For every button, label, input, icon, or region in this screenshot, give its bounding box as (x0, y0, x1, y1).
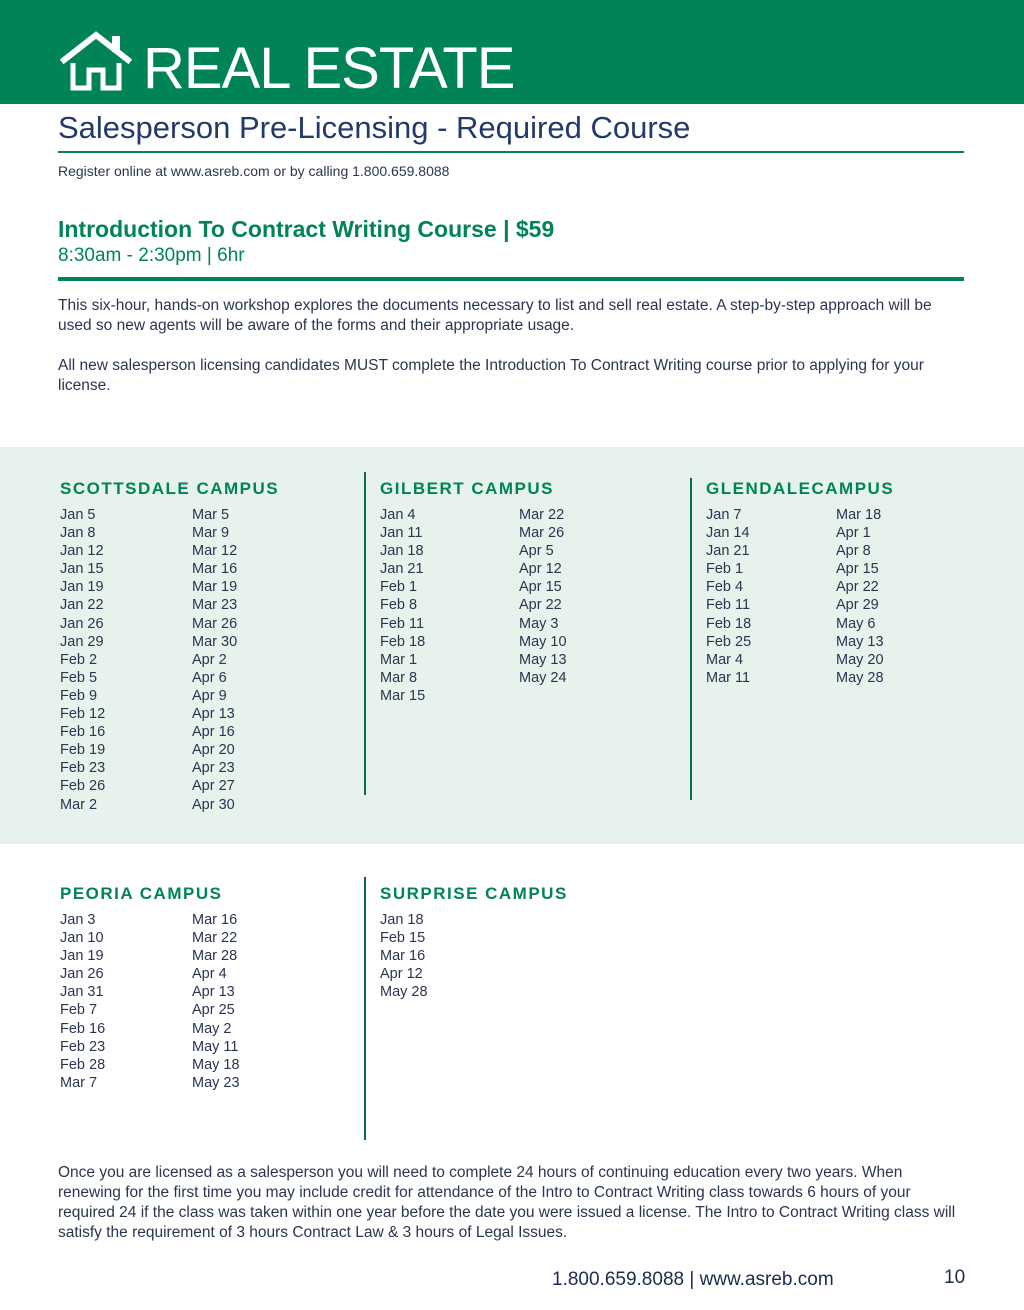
column-divider (690, 478, 692, 800)
class-date: Jan 19 (60, 579, 104, 596)
class-date: May 3 (519, 615, 559, 632)
class-date: Feb 1 (706, 561, 744, 578)
class-date: Jan 5 (60, 507, 96, 523)
class-date: Apr 15 (836, 561, 879, 578)
class-date: Apr 20 (192, 742, 235, 759)
class-date: Feb 18 (706, 615, 752, 632)
class-date: Apr 23 (192, 760, 235, 777)
class-date: Feb 12 (60, 706, 106, 723)
class-date: Feb 5 (60, 669, 98, 686)
class-date: Apr 22 (519, 597, 562, 614)
class-date: Feb 23 (60, 760, 106, 777)
class-date: Jan 3 (60, 912, 96, 928)
course-title: Introduction To Contract Writing Course | $59 (58, 216, 555, 242)
class-date: May 13 (836, 633, 884, 650)
class-date: Apr 1 (836, 525, 871, 542)
class-date: Apr 13 (192, 706, 235, 723)
subtitle-divider (58, 151, 964, 153)
scottsdale-dates-col1 (60, 506, 105, 814)
class-date: Apr 29 (836, 597, 879, 614)
class-date: Jan 29 (60, 633, 104, 650)
class-date: Apr 15 (519, 579, 562, 596)
class-date: Mar 11 (706, 669, 751, 686)
class-date: Feb 2 (60, 651, 98, 668)
register-info: Register online at www.asreb.com or by calling 1.800.659.8088 (58, 163, 450, 179)
class-date: Feb 18 (380, 633, 426, 650)
surprise-dates-col1 (380, 911, 428, 1001)
class-date: Feb 19 (60, 742, 106, 759)
class-date: Mar 23 (192, 597, 238, 614)
class-date: Mar 19 (192, 579, 238, 596)
campus-title-gilbert: GILBERT CAMPUS (380, 479, 554, 498)
class-date: May 24 (519, 669, 567, 686)
class-date: Mar 18 (836, 507, 882, 523)
column-divider (364, 877, 366, 1140)
class-date: Jan 8 (60, 525, 96, 542)
class-date: Feb 8 (380, 597, 418, 614)
class-date: Mar 12 (192, 543, 238, 560)
peoria-dates-col2 (192, 911, 240, 1092)
class-date: Feb 15 (380, 930, 426, 947)
gilbert-dates-col1 (380, 506, 425, 705)
course-description: This six-hour, hands-on workshop explores the documents necessary to list and sell real estate. A step-by-step approach will be used so new agents will be aware of the forms and their appropriate usage. (58, 297, 932, 334)
section-subtitle: Salesperson Pre-Licensing - Required Course (58, 110, 691, 145)
campus-title-scottsdale: SCOTTSDALE CAMPUS (60, 479, 280, 498)
class-date: Jan 10 (60, 930, 104, 947)
column-divider (364, 472, 366, 795)
scottsdale-dates-col2 (192, 506, 237, 814)
class-date: Apr 30 (192, 796, 235, 813)
class-date: Mar 26 (192, 615, 238, 632)
class-date: May 20 (836, 651, 884, 668)
class-date: Mar 9 (192, 525, 230, 542)
class-date: Mar 16 (192, 912, 238, 928)
class-date: May 11 (192, 1038, 239, 1055)
class-date: Mar 26 (519, 525, 565, 542)
class-date: Feb 28 (60, 1056, 106, 1073)
class-date: Mar 22 (519, 507, 565, 523)
class-date: Jan 11 (380, 525, 423, 542)
course-requirement: All new salesperson licensing candidates MUST complete the Introduction To Contract Writing course prior to applying for your license. (58, 357, 924, 394)
class-date: Mar 30 (192, 633, 238, 650)
campus-title-peoria: PEORIA CAMPUS (60, 884, 223, 903)
class-date: Apr 6 (192, 669, 227, 686)
class-date: Apr 16 (192, 724, 235, 741)
class-date: Feb 16 (60, 1020, 106, 1037)
class-date: Mar 2 (60, 796, 98, 813)
class-date: Apr 5 (519, 543, 554, 560)
class-date: Jan 7 (706, 507, 742, 523)
class-date: Feb 25 (706, 633, 752, 650)
glendale-dates-col1 (706, 506, 751, 687)
class-date: Mar 4 (706, 651, 744, 668)
class-date: Jan 14 (706, 525, 750, 542)
class-date: Jan 12 (60, 543, 104, 560)
class-date: Mar 15 (380, 687, 426, 704)
class-date: Jan 26 (60, 966, 104, 983)
page-number: 10 (944, 1267, 966, 1288)
class-date: May 6 (836, 615, 876, 632)
class-date: Mar 16 (380, 948, 426, 965)
class-date: Jan 26 (60, 615, 104, 632)
class-date: May 2 (192, 1020, 232, 1037)
class-date: Apr 27 (192, 778, 235, 795)
class-date: Apr 9 (192, 687, 227, 704)
class-date: Feb 11 (380, 615, 425, 632)
class-date: Feb 23 (60, 1038, 106, 1055)
class-date: Feb 1 (380, 579, 418, 596)
class-date: Jan 19 (60, 948, 104, 965)
class-date: Jan 21 (706, 543, 750, 560)
class-date: Mar 8 (380, 669, 418, 686)
campus-title-glendale: GLENDALECAMPUS (706, 479, 895, 498)
peoria-dates-col1 (60, 911, 105, 1092)
class-date: Jan 22 (60, 597, 104, 614)
class-date: May 28 (836, 669, 884, 686)
class-date: Jan 18 (380, 543, 424, 560)
page-title: REAL ESTATE (143, 36, 515, 101)
class-date: Feb 9 (60, 687, 98, 704)
campus-title-surprise: SURPRISE CAMPUS (380, 884, 568, 903)
class-date: Feb 26 (60, 778, 106, 795)
class-date: May 18 (192, 1056, 240, 1073)
class-date: Feb 11 (706, 597, 751, 614)
gilbert-dates-col2 (519, 506, 567, 687)
class-date: Apr 25 (192, 1002, 235, 1019)
class-date: Feb 4 (706, 579, 744, 596)
class-date: Mar 5 (192, 507, 230, 523)
class-date: May 13 (519, 651, 567, 668)
class-date: Mar 7 (60, 1074, 98, 1091)
class-date: May 28 (380, 984, 428, 1001)
class-date: Jan 18 (380, 912, 424, 928)
class-date: Apr 12 (380, 966, 423, 983)
class-date: Jan 31 (60, 984, 104, 1001)
class-date: May 10 (519, 633, 567, 650)
class-date: Mar 1 (380, 651, 418, 668)
class-date: May 23 (192, 1074, 240, 1091)
continuing-education-note: Once you are licensed as a salesperson you will need to complete 24 hours of continuing education every two years. When renewing for the first time you may include credit for attendance of the Intro to Contract Writing class towards 6 hours of your required 24 if the class was taken within one year before the date you were issued a license. The Intro to Contract Writing class will satisfy the requirement of 3 hours Contract Law & 3 hours of Legal Issues. (58, 1164, 956, 1241)
class-date: Jan 4 (380, 507, 416, 523)
house-icon (60, 30, 132, 92)
class-date: Feb 16 (60, 724, 106, 741)
class-date: Jan 15 (60, 561, 104, 578)
class-date: Mar 28 (192, 948, 238, 965)
class-date: Feb 7 (60, 1002, 98, 1019)
class-date: Mar 22 (192, 930, 238, 947)
course-divider (58, 277, 964, 281)
class-date: Apr 2 (192, 651, 227, 668)
class-date: Apr 4 (192, 966, 227, 983)
class-date: Jan 21 (380, 561, 424, 578)
glendale-dates-col2 (836, 506, 884, 687)
course-time: 8:30am - 2:30pm | 6hr (58, 245, 245, 266)
class-date: Apr 8 (836, 543, 871, 560)
class-date: Apr 13 (192, 984, 235, 1001)
footer-contact: 1.800.659.8088 | www.asreb.com (552, 1269, 834, 1290)
class-date: Mar 16 (192, 561, 238, 578)
class-date: Apr 12 (519, 561, 562, 578)
class-date: Apr 22 (836, 579, 879, 596)
header-banner (0, 0, 1024, 104)
